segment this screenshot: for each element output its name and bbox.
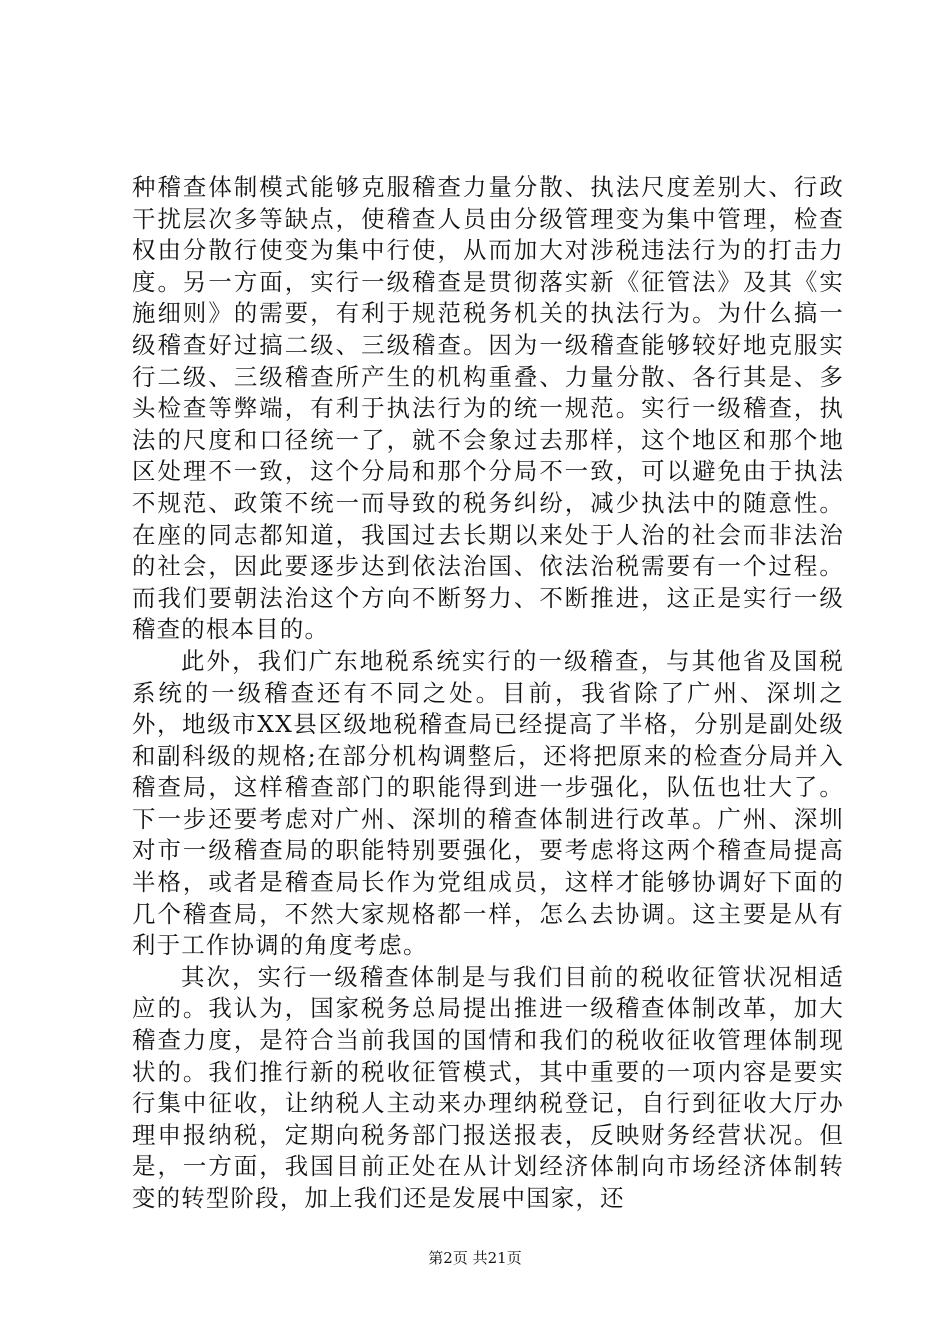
paragraph-2: 此外，我们广东地税系统实行的一级稽查，与其他省及国税系统的一级稽查还有不同之处。目前，我省除了广州、深圳之外，地级市XX县区级地税稽查局已经提高了半格，分别是副处级和副科级的规格;在部分机构调整后，还将把原来的检查分局并入稽查局，这样稽查部门的职能得到进一步强化，队伍也壮大了。下一步还要考虑对广州、深圳的稽查体制进行改革。广州、深圳对市一级稽查局的职能特别要强化，要考虑将这两个稽查局提高半格，或者是稽查局长作为党组成员，这样才能够协调好下面的几个稽查局，不然大家规格都一样，怎么去协调。这主要是从有利于工作协调的角度考虑。 <box>132 646 844 960</box>
page-footer <box>0 1248 950 1268</box>
paragraph-1: 种稽查体制模式能够克服稽查力量分散、执法尺度差别大、行政干扰层次多等缺点，使稽查人员由分级管理变为集中管理，检查权由分散行使变为集中行使，从而加大对涉税违法行为的打击力度。另一方面，实行一级稽查是贯彻落实新《征管法》及其《实施细则》的需要，有利于规范税务机关的执法行为。为什么搞一级稽查好过搞二级、三级稽查。因为一级稽查能够较好地克服实行二级、三级稽查所产生的机构重叠、力量分散、各行其是、多头检查等弊端，有利于执法行为的统一规范。实行一级稽查，执法的尺度和口径统一了，就不会象过去那样，这个地区和那个地区处理不一致，这个分局和那个分局不一致，可以避免由于执法不规范、政策不统一而导致的税务纠纷，减少执法中的随意性。在座的同志都知道，我国过去长期以来处于人治的社会而非法治的社会，因此要逐步达到依法治国、依法治税需要有一个过程。而我们要朝法治这个方向不断努力、不断推进，这正是实行一级稽查的根本目的。 <box>132 173 844 644</box>
paragraph-3: 其次，实行一级稽查体制是与我们目前的税收征管状况相适应的。我认为，国家税务总局提出推进一级稽查体制改革，加大稽查力度，是符合当前我国的国情和我们的税收征收管理体制现状的。我们推行新的税收征管模式，其中重要的一项内容是要实行集中征收，让纳税人主动来办理纳税登记，自行到征收大厅办理申报纳税，定期向税务部门报送报表，反映财务经营状况。但是，一方面，我国目前正处在从计划经济体制向市场经济体制转变的转型阶段，加上我们还是发展中国家，还 <box>132 962 844 1212</box>
document-body <box>132 172 844 1215</box>
page-number-label: 第2页 共21页 <box>428 1249 522 1267</box>
